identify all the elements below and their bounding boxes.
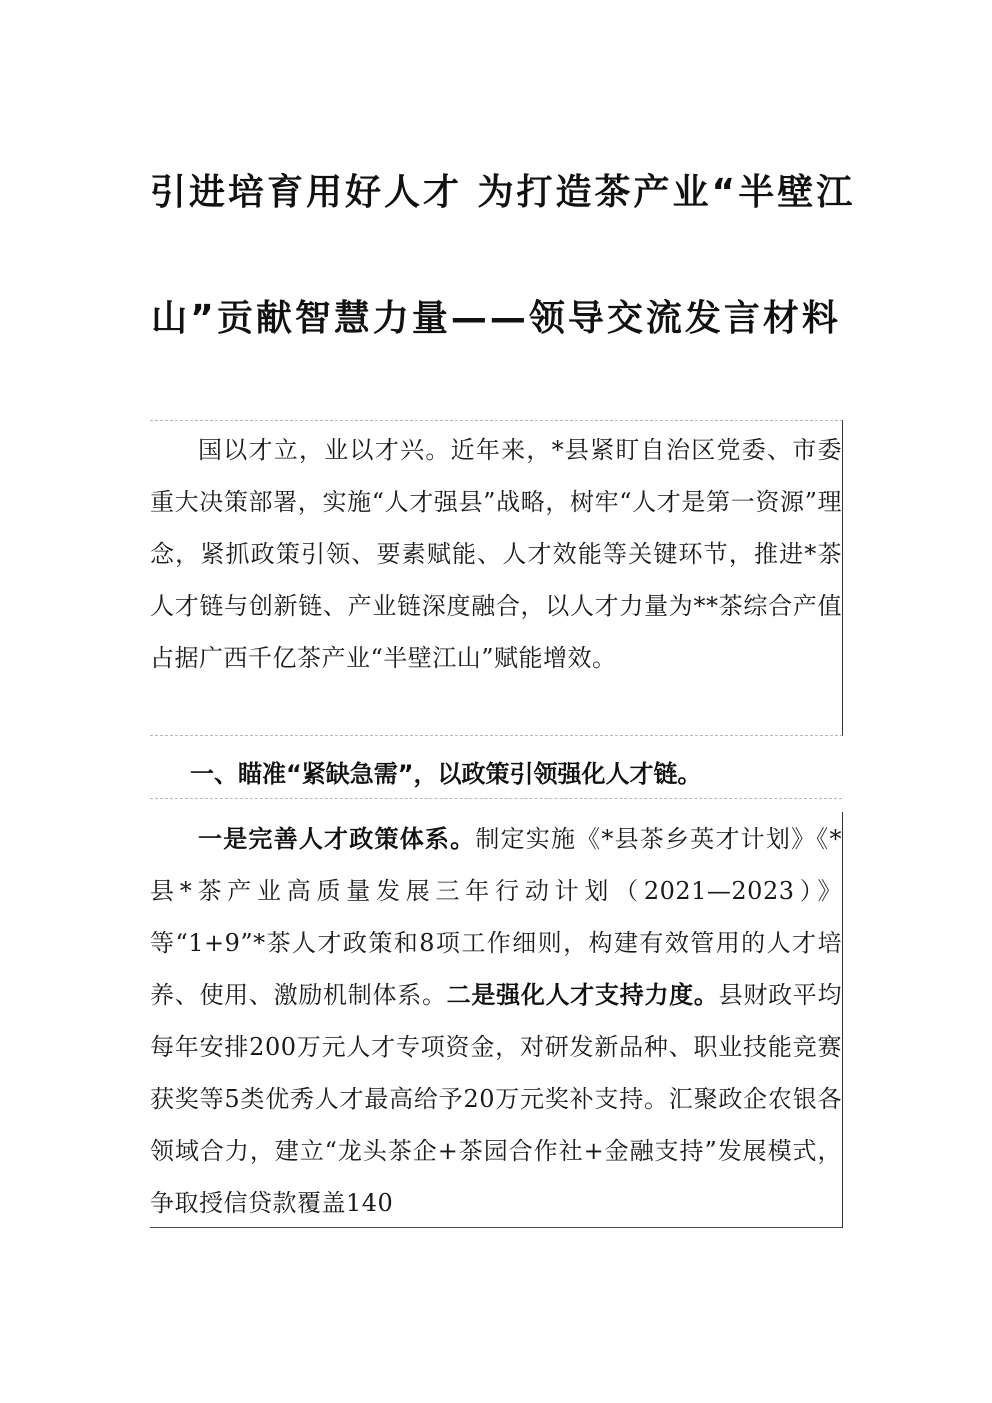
intro-paragraph: 国以才立，业以才兴。近年来，*县紧盯自治区党委、市委重大决策部署，实施“人才强县”战略，树牢“人才是第一资源”理念，紧抓政策引领、要素赋能、人才效能等关键环节，推进*茶人才链与创新链、产业链深度融合，以人才力量为**茶综合产值占据广西千亿茶产业“半壁江山”赋能增效。: [150, 436, 842, 672]
document-title-line-1: 引进培育用好人才 为打造茶产业“半壁江: [150, 172, 856, 213]
paragraph-text-2: 县财政平均每年安排200万元人才专项资金，对研发新品种、职业技能竞赛获奖等5类优秀人才最高给予20万元奖补支持。汇聚政企农银各领域合力，建立“龙头茶企+茶园合作社+金融支持”发展模式，争取授信贷款覆盖140: [150, 981, 843, 1217]
paragraph-lead-1: 一是完善人才政策体系。: [198, 825, 476, 853]
intro-section: [150, 420, 843, 736]
paragraph-text-1: 制定实施《*县茶乡英才计划》《*县*茶产业高质量发展三年行动计划（2021—2023）》等“1+9”*茶人才政策和8项工作细则，构建有效管用的人才培养、使用、激励机制体系。: [150, 825, 843, 1009]
paragraph-lead-2: 二是强化人才支持力度。: [446, 981, 719, 1009]
section-heading-block: [150, 748, 842, 799]
section-body: [150, 812, 843, 1228]
section-heading: 一、瞄准“紧缺急需”，以政策引领强化人才链。: [190, 760, 702, 788]
body-paragraph: [150, 813, 842, 1229]
document-title-line-2: 山”贡献智慧力量——领导交流发言材料: [151, 298, 841, 339]
